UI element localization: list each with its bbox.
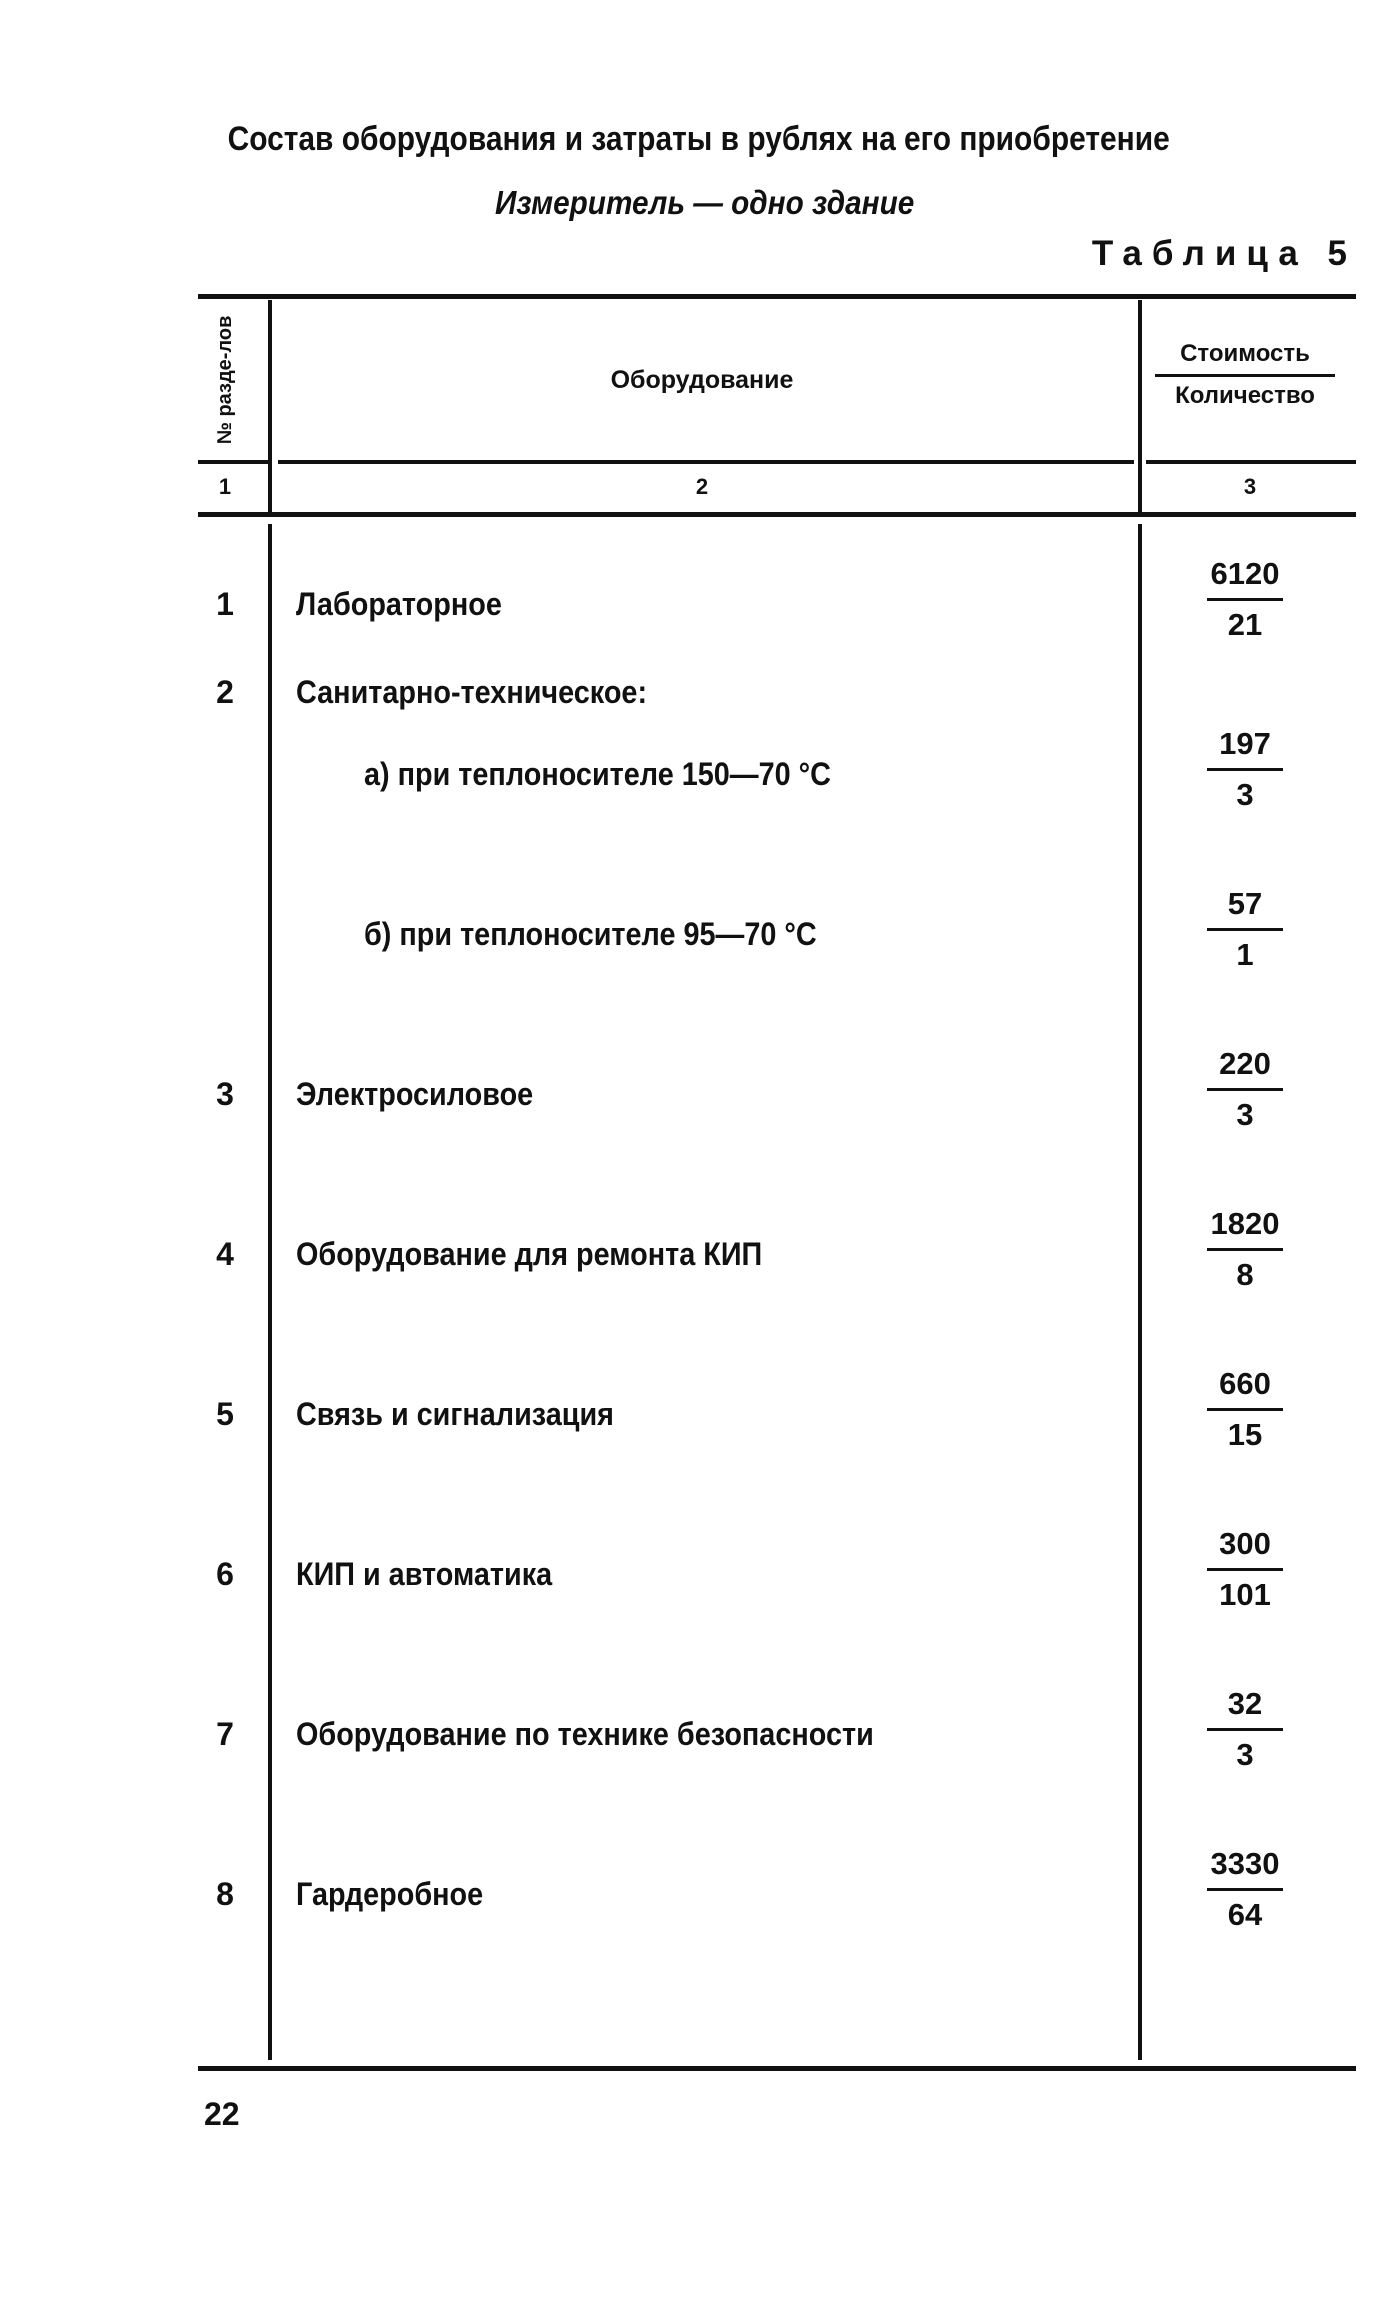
row-cost: 6120 (1210, 556, 1280, 591)
table-bottom-rule (198, 2066, 1356, 2071)
column-divider-2-body (1138, 524, 1142, 2060)
table-top-rule (198, 294, 1356, 299)
header-section-number (184, 300, 266, 460)
row-number: 2 (216, 674, 234, 710)
row-cost: 660 (1219, 1366, 1271, 1401)
row-cost-quantity (1195, 886, 1295, 973)
row-number: 7 (216, 1716, 234, 1752)
row-equipment-name: КИП и автоматика (296, 1556, 553, 1592)
table-label: Таблица 5 (1091, 234, 1357, 273)
row-quantity: 8 (1236, 1257, 1254, 1292)
row-cost: 220 (1219, 1046, 1271, 1081)
row-equipment-name: Электросиловое (296, 1076, 534, 1112)
fraction-bar (1207, 1888, 1283, 1891)
fraction-bar (1207, 768, 1283, 771)
document-subtitle: Измеритель — одно здание (495, 184, 915, 221)
row-cost: 3330 (1210, 1846, 1280, 1881)
row-cost-quantity (1195, 1686, 1295, 1773)
row-number: 8 (216, 1876, 234, 1912)
row-equipment-name: а) при теплоносителе 150—70 °С (364, 756, 831, 792)
header-fraction-bar (1155, 374, 1335, 377)
header-cost: Стоимость (1180, 340, 1310, 367)
row-equipment-name: б) при теплоносителе 95—70 °С (364, 916, 817, 952)
row-number: 4 (216, 1236, 234, 1272)
row-equipment-name: Связь и сигнализация (296, 1396, 614, 1432)
row-cost: 197 (1219, 726, 1271, 761)
row-cost: 57 (1227, 886, 1263, 921)
row-number: 6 (216, 1556, 234, 1592)
row-cost-quantity (1195, 1846, 1295, 1933)
row-quantity: 64 (1227, 1897, 1263, 1932)
column-number-3: 3 (1243, 474, 1257, 499)
row-quantity: 21 (1227, 607, 1263, 642)
row-cost-quantity (1195, 556, 1295, 643)
column-number-1: 1 (218, 474, 232, 499)
row-quantity: 15 (1227, 1417, 1263, 1452)
fraction-bar (1207, 1728, 1283, 1731)
column-divider-1-body (268, 524, 272, 2060)
header-bottom-rule-left (198, 460, 268, 464)
header-bottom-rule-mid (278, 460, 1134, 464)
row-cost: 300 (1219, 1526, 1271, 1561)
fraction-bar (1207, 1248, 1283, 1251)
header-quantity: Количество (1175, 382, 1315, 409)
column-number-rule (198, 512, 1356, 517)
fraction-bar (1207, 928, 1283, 931)
row-equipment-name: Лабораторное (296, 586, 502, 622)
header-section-number-label: № разде-лов (214, 315, 236, 445)
row-equipment-name: Санитарно-техническое: (296, 674, 648, 710)
row-quantity: 3 (1236, 1097, 1254, 1132)
row-quantity: 3 (1236, 1737, 1254, 1772)
row-cost: 1820 (1210, 1206, 1280, 1241)
fraction-bar (1207, 598, 1283, 601)
row-equipment-name: Оборудование для ремонта КИП (296, 1236, 763, 1272)
page-number: 22 (204, 2096, 240, 2132)
header-bottom-rule-right (1146, 460, 1356, 464)
row-number: 5 (216, 1396, 234, 1432)
fraction-bar (1207, 1408, 1283, 1411)
row-cost-quantity (1195, 1206, 1295, 1293)
row-cost: 32 (1227, 1686, 1263, 1721)
column-number-2: 2 (695, 474, 709, 499)
row-quantity: 3 (1236, 777, 1254, 812)
fraction-bar (1207, 1088, 1283, 1091)
row-quantity: 101 (1219, 1577, 1271, 1612)
header-equipment: Оборудование (610, 366, 794, 394)
row-cost-quantity (1195, 1366, 1295, 1453)
fraction-bar (1207, 1568, 1283, 1571)
row-number: 1 (216, 586, 234, 622)
row-number: 3 (216, 1076, 234, 1112)
row-quantity: 1 (1236, 937, 1254, 972)
row-cost-quantity (1195, 1526, 1295, 1613)
document-title: Состав оборудования и затраты в рублях на его приобретение (227, 120, 1170, 158)
row-equipment-name: Гардеробное (296, 1876, 484, 1912)
row-cost-quantity (1195, 1046, 1295, 1133)
row-cost-quantity (1195, 726, 1295, 813)
row-equipment-name: Оборудование по технике безопасности (296, 1716, 874, 1752)
column-divider-2-header (1138, 300, 1142, 512)
